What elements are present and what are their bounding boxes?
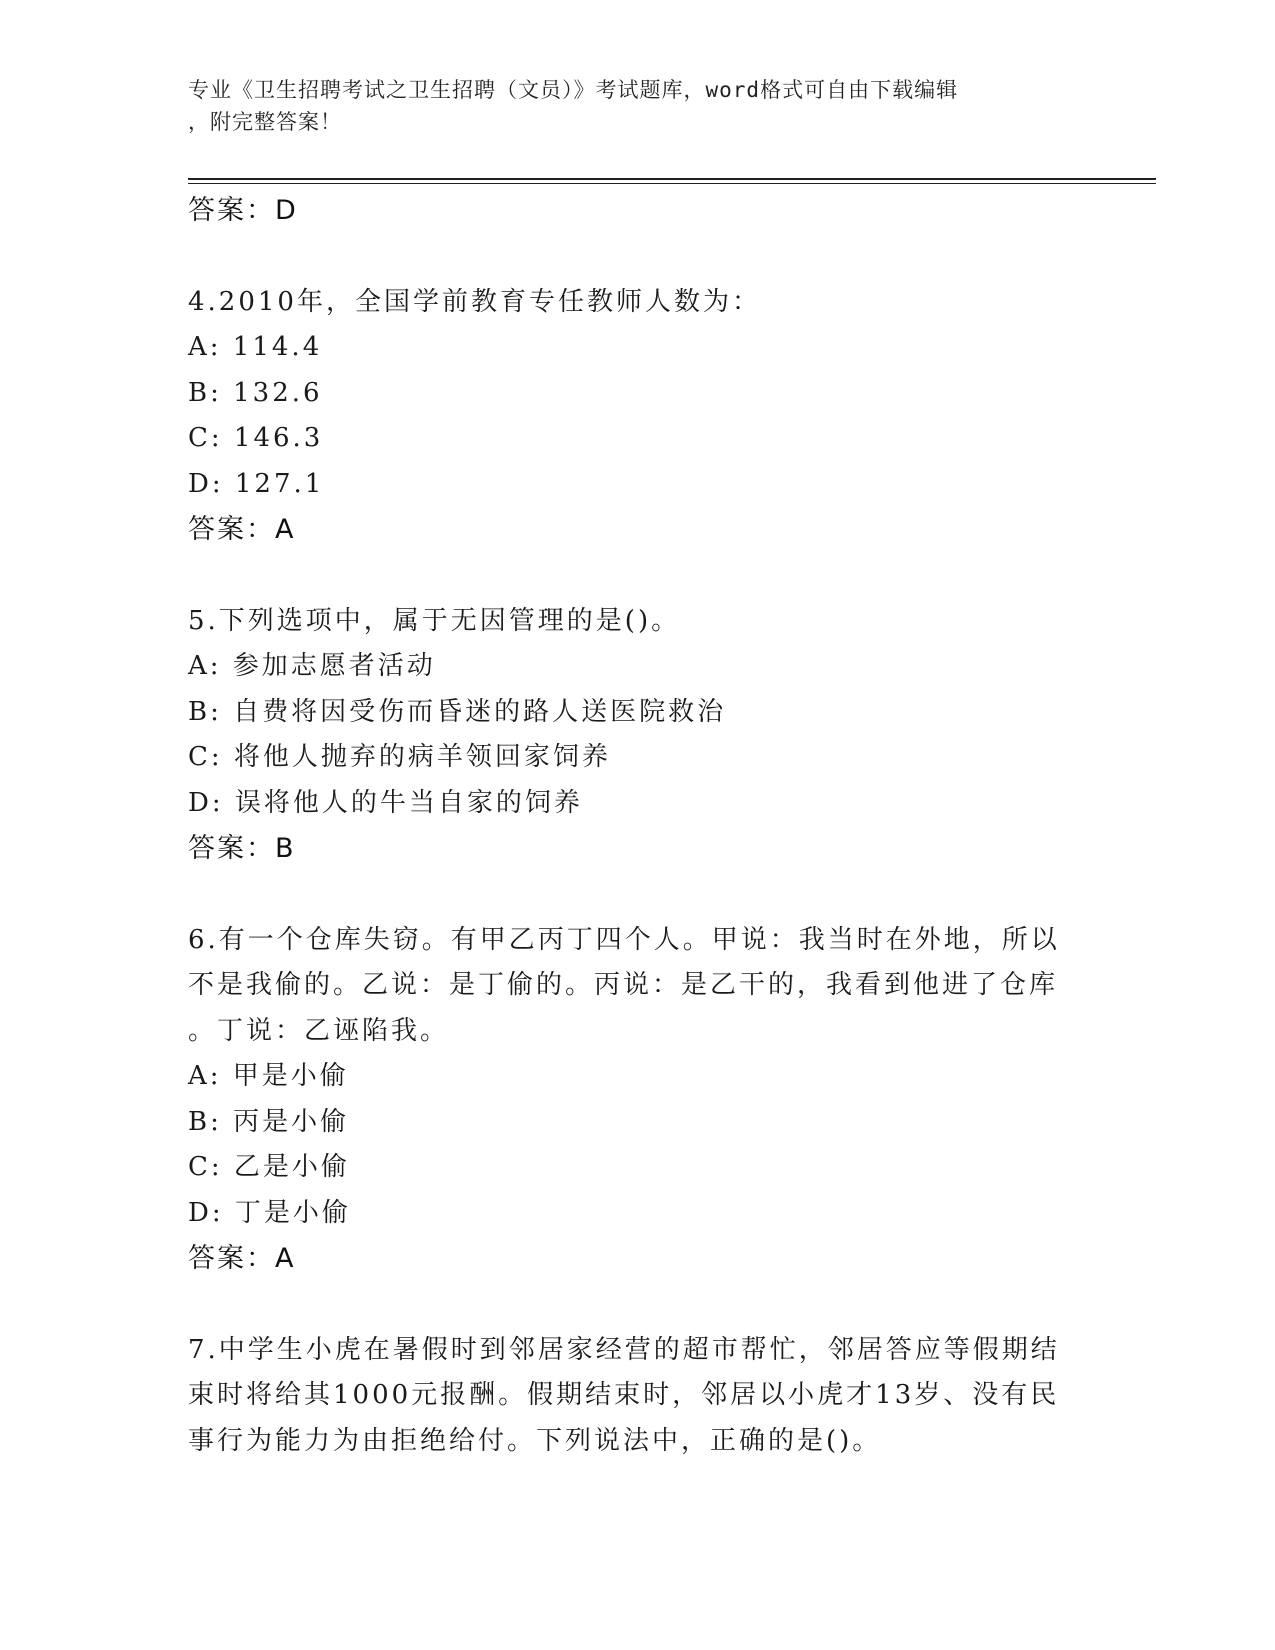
answer: 答案：B (188, 833, 296, 864)
spacer (188, 1282, 1088, 1328)
header-rule-thick (188, 178, 1156, 180)
question-6 (188, 918, 1088, 1282)
question-5 (188, 599, 1088, 872)
question-text: 4.2010年，全国学前教育专任教师人数为： (188, 286, 761, 317)
question-text-line-1: 6.有一个仓库失窃。有甲乙丙丁四个人。甲说：我当时在外地，所以 (188, 924, 1060, 955)
question-text-line-3: 事行为能力为由拒绝给付。下列说法中，正确的是()。 (188, 1425, 882, 1456)
question-text-line-2: 束时将给其1000元报酬。假期结束时，邻居以小虎才13岁、没有民 (188, 1380, 1060, 1410)
spacer (188, 553, 1088, 599)
option-c: C: 146.3 (188, 423, 324, 453)
question-text: 5.下列选项中，属于无因管理的是()。 (188, 605, 681, 636)
option-d: D: 误将他人的牛当自家的饲养 (188, 787, 583, 818)
option-b: B: 丙是小偷 (188, 1106, 350, 1137)
spacer (188, 872, 1088, 918)
option-a: A: 参加志愿者活动 (188, 651, 436, 681)
question-text-line-3: 。丁说：乙诬陷我。 (188, 1015, 450, 1046)
option-a: A: 114.4 (188, 332, 323, 362)
option-c: C: 乙是小偷 (188, 1152, 350, 1182)
option-b: B: 132.6 (188, 377, 323, 408)
option-b: B: 自费将因受伤而昏迷的路人送医院救治 (188, 696, 727, 727)
header-line-2: ，附完整答案！ (188, 110, 342, 134)
spacer (188, 234, 1088, 280)
question-text-line-2: 不是我偷的。乙说：是丁偷的。丙说：是乙干的，我看到他进了仓库 (188, 970, 1059, 1000)
question-4 (188, 280, 1088, 553)
question-text-line-1: 7.中学生小虎在暑假时到邻居家经营的超市帮忙，邻居答应等假期结 (188, 1334, 1060, 1365)
option-a: A: 甲是小偷 (188, 1061, 349, 1091)
document-body (188, 188, 1088, 1464)
option-d: D: 丁是小偷 (188, 1197, 351, 1228)
answer: 答案：A (188, 1243, 296, 1274)
answer: 答案：A (188, 514, 296, 545)
header-line-1: 专业《卫生招聘考试之卫生招聘（文员）》考试题库，word格式可自由下载编辑 (188, 78, 959, 102)
header-rule-thin (188, 183, 1156, 184)
option-d: D: 127.1 (188, 468, 325, 499)
option-c: C: 将他人抛弃的病羊领回家饲养 (188, 742, 611, 772)
previous-answer: 答案：D (188, 195, 298, 226)
question-7 (188, 1328, 1088, 1465)
document-header (188, 74, 1068, 138)
